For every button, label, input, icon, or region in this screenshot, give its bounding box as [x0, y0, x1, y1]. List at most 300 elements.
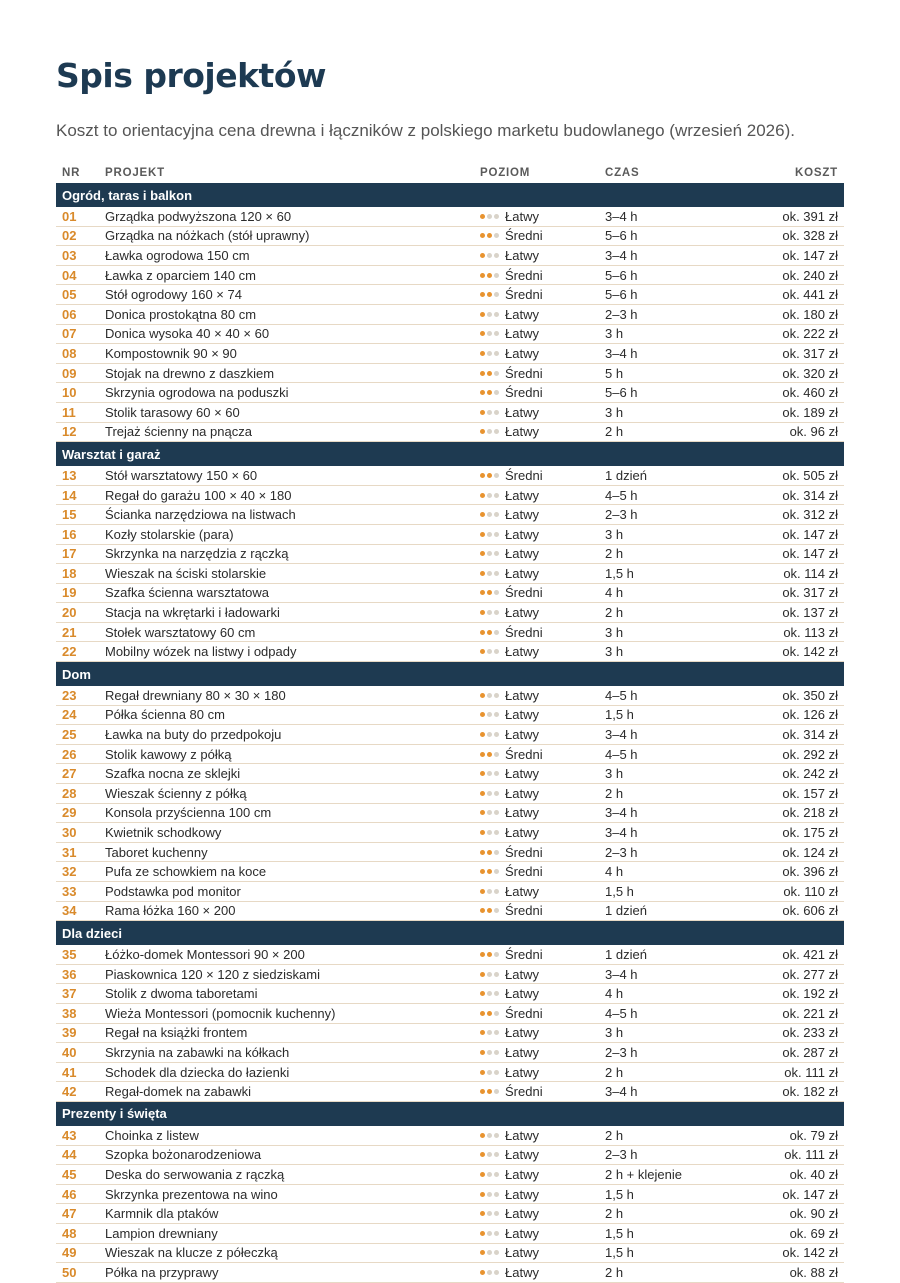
cost-value: ok. 113 zł	[783, 624, 838, 640]
difficulty-dot	[494, 830, 499, 835]
table-row	[56, 1024, 844, 1044]
table-row	[56, 1082, 844, 1102]
level-cell	[480, 287, 605, 302]
table-row	[56, 1204, 844, 1224]
difficulty-dot	[480, 908, 485, 913]
level-cell	[480, 903, 605, 918]
project-name: Stacja na wkrętarki i ładowarki	[105, 605, 280, 621]
table-row	[56, 246, 844, 266]
difficulty-dot	[494, 1089, 499, 1094]
level-cell	[480, 366, 605, 381]
row-number: 34	[62, 903, 77, 919]
level-cell	[480, 747, 605, 762]
difficulty-dot	[494, 1030, 499, 1035]
level-label: Łatwy	[505, 825, 539, 841]
cost-value: ok. 180 zł	[782, 306, 838, 322]
row-number: 47	[62, 1206, 77, 1222]
difficulty-dot	[487, 1270, 492, 1275]
project-name: Ławka na buty do przedpokoju	[105, 727, 282, 743]
cost-value: ok. 126 zł	[782, 707, 838, 723]
difficulty-dot	[480, 791, 485, 796]
difficulty-dot	[494, 991, 499, 996]
project-name: Lampion drewniany	[105, 1225, 218, 1241]
difficulty-dots-icon	[480, 693, 499, 698]
level-cell	[480, 644, 605, 659]
time-value: 4–5 h	[605, 1005, 638, 1021]
difficulty-dots-icon	[480, 590, 499, 595]
level-cell	[480, 986, 605, 1001]
difficulty-dot	[494, 331, 499, 336]
level-cell	[480, 967, 605, 982]
level-cell	[480, 228, 605, 243]
level-cell	[480, 468, 605, 483]
level-label: Łatwy	[505, 1186, 539, 1202]
difficulty-dots-icon	[480, 410, 499, 415]
time-value: 3–4 h	[605, 805, 638, 821]
project-name: Skrzynka na narzędzia z rączką	[105, 546, 289, 562]
time-value: 4 h	[605, 585, 624, 601]
difficulty-dot	[494, 610, 499, 615]
table-row	[56, 525, 844, 545]
cost-value: ok. 124 zł	[782, 844, 838, 860]
project-name: Kozły stolarskie (para)	[105, 526, 234, 542]
project-name: Wieszak ścienny z półką	[105, 785, 247, 801]
difficulty-dot	[487, 712, 492, 717]
level-label: Średni	[505, 365, 543, 381]
project-name: Stolik z dwoma taboretami	[105, 986, 258, 1002]
difficulty-dot	[487, 292, 492, 297]
time-value: 1,5 h	[605, 707, 634, 723]
row-number: 03	[62, 247, 77, 263]
difficulty-dot	[494, 869, 499, 874]
cost-value: ok. 606 zł	[782, 903, 838, 919]
header-cost: KOSZT	[795, 166, 838, 179]
project-name: Konsola przyścienna 100 cm	[105, 805, 272, 821]
level-label: Łatwy	[505, 605, 539, 621]
level-label: Łatwy	[505, 306, 539, 322]
row-number: 27	[62, 766, 77, 782]
difficulty-dot	[480, 693, 485, 698]
level-label: Łatwy	[505, 1025, 539, 1041]
project-name: Mobilny wózek na listwy i odpady	[105, 644, 297, 660]
project-name: Skrzynka prezentowa na wino	[105, 1186, 278, 1202]
cost-value: ok. 110 zł	[783, 883, 838, 899]
difficulty-dot	[494, 371, 499, 376]
table-row	[56, 686, 844, 706]
difficulty-dots-icon	[480, 493, 499, 498]
difficulty-dot	[480, 991, 485, 996]
time-value: 4–5 h	[605, 487, 638, 503]
cost-value: ok. 114 zł	[783, 565, 838, 581]
difficulty-dot	[487, 1211, 492, 1216]
table-row	[56, 325, 844, 345]
level-label: Średni	[505, 746, 543, 762]
difficulty-dot	[480, 649, 485, 654]
level-label: Łatwy	[505, 805, 539, 821]
level-label: Łatwy	[505, 247, 539, 263]
cost-value: ok. 505 zł	[782, 467, 838, 483]
difficulty-dot	[480, 390, 485, 395]
difficulty-dot	[487, 972, 492, 977]
difficulty-dot	[494, 1270, 499, 1275]
table-row	[56, 383, 844, 403]
difficulty-dot	[480, 850, 485, 855]
level-label: Łatwy	[505, 424, 539, 440]
row-number: 31	[62, 844, 77, 860]
table-row	[56, 984, 844, 1004]
cost-value: ok. 111 zł	[784, 1064, 838, 1080]
difficulty-dot	[494, 752, 499, 757]
cost-value: ok. 314 zł	[782, 727, 838, 743]
difficulty-dots-icon	[480, 1070, 499, 1075]
level-cell	[480, 546, 605, 561]
level-label: Średni	[505, 287, 543, 303]
difficulty-dot	[480, 331, 485, 336]
time-value: 5–6 h	[605, 267, 638, 283]
time-value: 2 h	[605, 1064, 624, 1080]
project-name: Stół ogrodowy 160 × 74	[105, 287, 242, 303]
difficulty-dot	[487, 649, 492, 654]
difficulty-dot	[480, 1270, 485, 1275]
project-name: Choinka z listew	[105, 1127, 199, 1143]
table-row	[56, 706, 844, 726]
level-label: Łatwy	[505, 727, 539, 743]
time-value: 2–3 h	[605, 306, 638, 322]
difficulty-dot	[487, 473, 492, 478]
level-cell	[480, 527, 605, 542]
table-row	[56, 603, 844, 623]
difficulty-dot	[487, 273, 492, 278]
row-number: 02	[62, 228, 77, 244]
row-number: 41	[62, 1064, 77, 1080]
difficulty-dot	[494, 1152, 499, 1157]
project-name: Regał do garażu 100 × 40 × 180	[105, 487, 292, 503]
table-row	[56, 564, 844, 584]
level-label: Średni	[505, 467, 543, 483]
time-value: 3 h	[605, 644, 624, 660]
difficulty-dot	[480, 830, 485, 835]
difficulty-dot	[494, 810, 499, 815]
cost-value: ok. 391 zł	[782, 208, 838, 224]
difficulty-dot	[487, 850, 492, 855]
level-cell	[480, 805, 605, 820]
difficulty-dot	[480, 1231, 485, 1236]
difficulty-dots-icon	[480, 292, 499, 297]
difficulty-dot	[480, 590, 485, 595]
row-number: 45	[62, 1166, 77, 1182]
cost-value: ok. 111 zł	[784, 1147, 838, 1163]
difficulty-dots-icon	[480, 532, 499, 537]
level-label: Łatwy	[505, 1147, 539, 1163]
difficulty-dot	[487, 991, 492, 996]
row-number: 10	[62, 385, 77, 401]
row-number: 26	[62, 746, 77, 762]
difficulty-dots-icon	[480, 1050, 499, 1055]
difficulty-dots-icon	[480, 752, 499, 757]
cost-value: ok. 192 zł	[782, 986, 838, 1002]
difficulty-dot	[494, 233, 499, 238]
time-value: 5–6 h	[605, 228, 638, 244]
difficulty-dot	[480, 1050, 485, 1055]
project-name: Szafka nocna ze sklejki	[105, 766, 241, 782]
level-cell	[480, 864, 605, 879]
difficulty-dot	[494, 791, 499, 796]
difficulty-dot	[487, 1250, 492, 1255]
level-label: Łatwy	[505, 986, 539, 1002]
project-name: Taboret kuchenny	[105, 844, 208, 860]
difficulty-dots-icon	[480, 908, 499, 913]
level-label: Średni	[505, 385, 543, 401]
row-number: 09	[62, 365, 77, 381]
level-cell	[480, 786, 605, 801]
difficulty-dot	[487, 771, 492, 776]
table-row	[56, 784, 844, 804]
table-row	[56, 1224, 844, 1244]
level-label: Łatwy	[505, 404, 539, 420]
difficulty-dot	[494, 253, 499, 258]
level-label: Łatwy	[505, 1225, 539, 1241]
level-cell	[480, 707, 605, 722]
row-number: 24	[62, 707, 77, 723]
table-row	[56, 745, 844, 765]
cost-value: ok. 441 zł	[782, 287, 838, 303]
difficulty-dot	[494, 351, 499, 356]
level-label: Łatwy	[505, 687, 539, 703]
table-row	[56, 266, 844, 286]
cost-value: ok. 157 zł	[782, 785, 838, 801]
time-value: 5–6 h	[605, 287, 638, 303]
row-number: 19	[62, 585, 77, 601]
cost-value: ok. 312 zł	[782, 507, 838, 523]
difficulty-dot	[487, 1172, 492, 1177]
difficulty-dots-icon	[480, 952, 499, 957]
difficulty-dot	[487, 810, 492, 815]
project-name: Deska do serwowania z rączką	[105, 1166, 285, 1182]
difficulty-dots-icon	[480, 1030, 499, 1035]
project-name: Półka ścienna 80 cm	[105, 707, 225, 723]
difficulty-dot	[480, 771, 485, 776]
difficulty-dot	[487, 390, 492, 395]
level-cell	[480, 488, 605, 503]
level-cell	[480, 1084, 605, 1099]
cost-value: ok. 277 zł	[782, 966, 838, 982]
difficulty-dot	[487, 493, 492, 498]
difficulty-dots-icon	[480, 771, 499, 776]
level-cell	[480, 1006, 605, 1021]
difficulty-dot	[480, 312, 485, 317]
difficulty-dots-icon	[480, 473, 499, 478]
time-value: 3 h	[605, 526, 624, 542]
difficulty-dot	[480, 1211, 485, 1216]
header-nr: NR	[62, 166, 81, 179]
difficulty-dot	[480, 630, 485, 635]
difficulty-dot	[487, 869, 492, 874]
cost-value: ok. 90 zł	[789, 1206, 838, 1222]
time-value: 2–3 h	[605, 1147, 638, 1163]
table-row	[56, 227, 844, 247]
difficulty-dot	[480, 253, 485, 258]
difficulty-dot	[487, 590, 492, 595]
level-cell	[480, 1226, 605, 1241]
level-label: Łatwy	[505, 1264, 539, 1280]
cost-value: ok. 460 zł	[782, 385, 838, 401]
table-row	[56, 725, 844, 745]
time-value: 3–4 h	[605, 825, 638, 841]
project-name: Skrzynia ogrodowa na poduszki	[105, 385, 289, 401]
cost-value: ok. 142 zł	[782, 1245, 838, 1261]
table-row	[56, 1146, 844, 1166]
difficulty-dot	[494, 410, 499, 415]
difficulty-dot	[487, 410, 492, 415]
level-label: Łatwy	[505, 1044, 539, 1060]
level-cell	[480, 947, 605, 962]
difficulty-dot	[494, 908, 499, 913]
time-value: 1 dzień	[605, 467, 647, 483]
time-value: 2 h + klejenie	[605, 1166, 682, 1182]
row-number: 16	[62, 526, 77, 542]
project-name: Kompostownik 90 × 90	[105, 345, 237, 361]
level-label: Łatwy	[505, 766, 539, 782]
difficulty-dot	[480, 810, 485, 815]
table-row	[56, 545, 844, 565]
cost-value: ok. 233 zł	[782, 1025, 838, 1041]
level-cell	[480, 268, 605, 283]
level-label: Średni	[505, 864, 543, 880]
table-row	[56, 843, 844, 863]
time-value: 3 h	[605, 624, 624, 640]
time-value: 1,5 h	[605, 1245, 634, 1261]
cost-value: ok. 79 zł	[789, 1127, 838, 1143]
level-label: Łatwy	[505, 707, 539, 723]
difficulty-dot	[480, 1172, 485, 1177]
difficulty-dot	[480, 610, 485, 615]
project-name: Stół warsztatowy 150 × 60	[105, 467, 258, 483]
project-name: Stołek warsztatowy 60 cm	[105, 624, 256, 640]
difficulty-dot	[480, 1250, 485, 1255]
row-number: 35	[62, 946, 77, 962]
project-name: Schodek dla dziecka do łazienki	[105, 1064, 290, 1080]
difficulty-dots-icon	[480, 889, 499, 894]
project-name: Stolik kawowy z półką	[105, 746, 232, 762]
difficulty-dots-icon	[480, 312, 499, 317]
difficulty-dots-icon	[480, 732, 499, 737]
difficulty-dot	[494, 1070, 499, 1075]
difficulty-dot	[480, 889, 485, 894]
project-name: Szafka ścienna warsztatowa	[105, 585, 270, 601]
difficulty-dots-icon	[480, 390, 499, 395]
difficulty-dot	[480, 1133, 485, 1138]
project-name: Wieża Montessori (pomocnik kuchenny)	[105, 1005, 336, 1021]
cost-value: ok. 182 zł	[782, 1084, 838, 1100]
difficulty-dot	[494, 1011, 499, 1016]
cost-value: ok. 396 zł	[782, 864, 838, 880]
difficulty-dots-icon	[480, 1011, 499, 1016]
row-number: 46	[62, 1186, 77, 1202]
section-header: Dla dzieci	[56, 921, 844, 945]
difficulty-dot	[487, 214, 492, 219]
cost-value: ok. 218 zł	[782, 805, 838, 821]
row-number: 11	[62, 404, 76, 420]
level-cell	[480, 326, 605, 341]
difficulty-dot	[494, 551, 499, 556]
level-cell	[480, 385, 605, 400]
difficulty-dots-icon	[480, 1250, 499, 1255]
difficulty-dot	[480, 1152, 485, 1157]
header-time: CZAS	[605, 166, 640, 179]
level-label: Średni	[505, 585, 543, 601]
difficulty-dots-icon	[480, 869, 499, 874]
level-cell	[480, 1245, 605, 1260]
difficulty-dot	[487, 351, 492, 356]
difficulty-dot	[487, 732, 492, 737]
level-label: Średni	[505, 1005, 543, 1021]
level-label: Łatwy	[505, 326, 539, 342]
time-value: 2 h	[605, 424, 624, 440]
difficulty-dot	[480, 493, 485, 498]
difficulty-dot	[487, 630, 492, 635]
level-label: Łatwy	[505, 208, 539, 224]
difficulty-dots-icon	[480, 610, 499, 615]
project-name: Ławka ogrodowa 150 cm	[105, 247, 250, 263]
difficulty-dot	[480, 429, 485, 434]
row-number: 33	[62, 883, 77, 899]
table-row	[56, 882, 844, 902]
level-label: Łatwy	[505, 1127, 539, 1143]
difficulty-dot	[487, 1152, 492, 1157]
project-name: Regał na książki frontem	[105, 1025, 248, 1041]
level-cell	[480, 405, 605, 420]
level-label: Łatwy	[505, 565, 539, 581]
row-number: 08	[62, 345, 77, 361]
difficulty-dot	[480, 371, 485, 376]
row-number: 38	[62, 1005, 77, 1021]
difficulty-dot	[494, 1211, 499, 1216]
page-subtitle: Koszt to orientacyjna cena drewna i łączników z polskiego marketu budowlanego (wrzesień 2026).	[56, 121, 795, 140]
cost-value: ok. 421 zł	[782, 946, 838, 962]
project-name: Donica prostokątna 80 cm	[105, 306, 257, 322]
difficulty-dot	[487, 551, 492, 556]
difficulty-dots-icon	[480, 649, 499, 654]
table-row	[56, 423, 844, 443]
project-name: Pufa ze schowkiem na koce	[105, 864, 267, 880]
cost-value: ok. 314 zł	[782, 487, 838, 503]
level-cell	[480, 605, 605, 620]
cost-value: ok. 142 zł	[782, 644, 838, 660]
difficulty-dot	[487, 253, 492, 258]
level-cell	[480, 688, 605, 703]
row-number: 36	[62, 966, 77, 982]
row-number: 07	[62, 326, 77, 342]
table-row	[56, 1004, 844, 1024]
project-name: Rama łóżka 160 × 200	[105, 903, 236, 919]
project-name: Łóżko-domek Montessori 90 × 200	[105, 946, 305, 962]
difficulty-dots-icon	[480, 1133, 499, 1138]
difficulty-dot	[480, 712, 485, 717]
cost-value: ok. 328 zł	[782, 228, 838, 244]
level-cell	[480, 1206, 605, 1221]
time-value: 2 h	[605, 546, 624, 562]
table-row	[56, 1126, 844, 1146]
row-number: 04	[62, 267, 77, 283]
level-cell	[480, 346, 605, 361]
difficulty-dot	[494, 590, 499, 595]
level-label: Łatwy	[505, 883, 539, 899]
table-row	[56, 804, 844, 824]
level-label: Łatwy	[505, 507, 539, 523]
table-row	[56, 403, 844, 423]
level-cell	[480, 1128, 605, 1143]
difficulty-dot	[487, 1011, 492, 1016]
